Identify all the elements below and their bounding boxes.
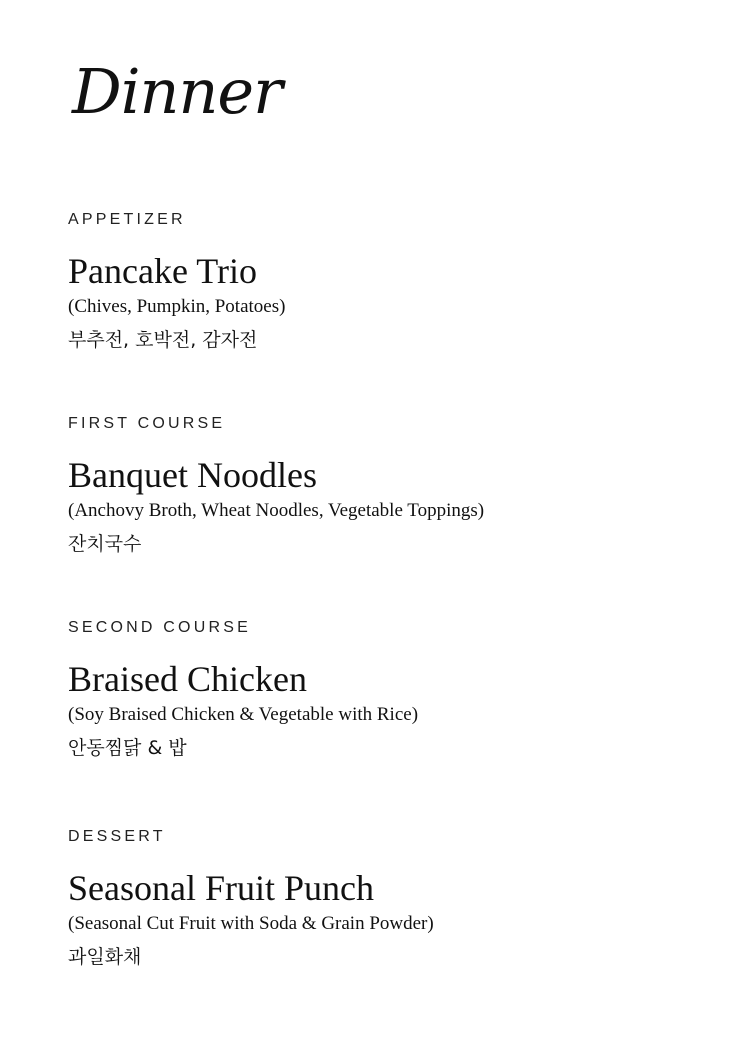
dish-name: Banquet Noodles	[68, 455, 317, 495]
course-label: FIRST COURSE	[68, 415, 226, 432]
dish-korean-name: 과일화채	[68, 946, 142, 968]
dish-name: Seasonal Fruit Punch	[68, 868, 374, 908]
menu-title: Dinner	[72, 55, 282, 128]
course-appetizer	[68, 210, 708, 353]
course-first	[68, 414, 708, 557]
dish-korean-name: 부추전, 호박전, 감자전	[68, 329, 258, 351]
dish-korean-name: 잔치국수	[68, 533, 142, 555]
dish-description: (Anchovy Broth, Wheat Noodles, Vegetable Toppings)	[68, 500, 485, 521]
dish-name: Braised Chicken	[68, 659, 307, 699]
course-dessert	[68, 827, 708, 970]
dish-name: Pancake Trio	[68, 251, 257, 291]
dish-korean-name: 안동찜닭 & 밥	[68, 737, 187, 759]
dish-description: (Soy Braised Chicken & Vegetable with Rice)	[68, 704, 419, 725]
course-label: DESSERT	[68, 828, 166, 845]
dish-description: (Chives, Pumpkin, Potatoes)	[68, 296, 286, 317]
course-label: APPETIZER	[68, 211, 186, 228]
dish-description: (Seasonal Cut Fruit with Soda & Grain Powder)	[68, 913, 434, 934]
course-second	[68, 618, 708, 761]
course-label: SECOND COURSE	[68, 619, 251, 636]
